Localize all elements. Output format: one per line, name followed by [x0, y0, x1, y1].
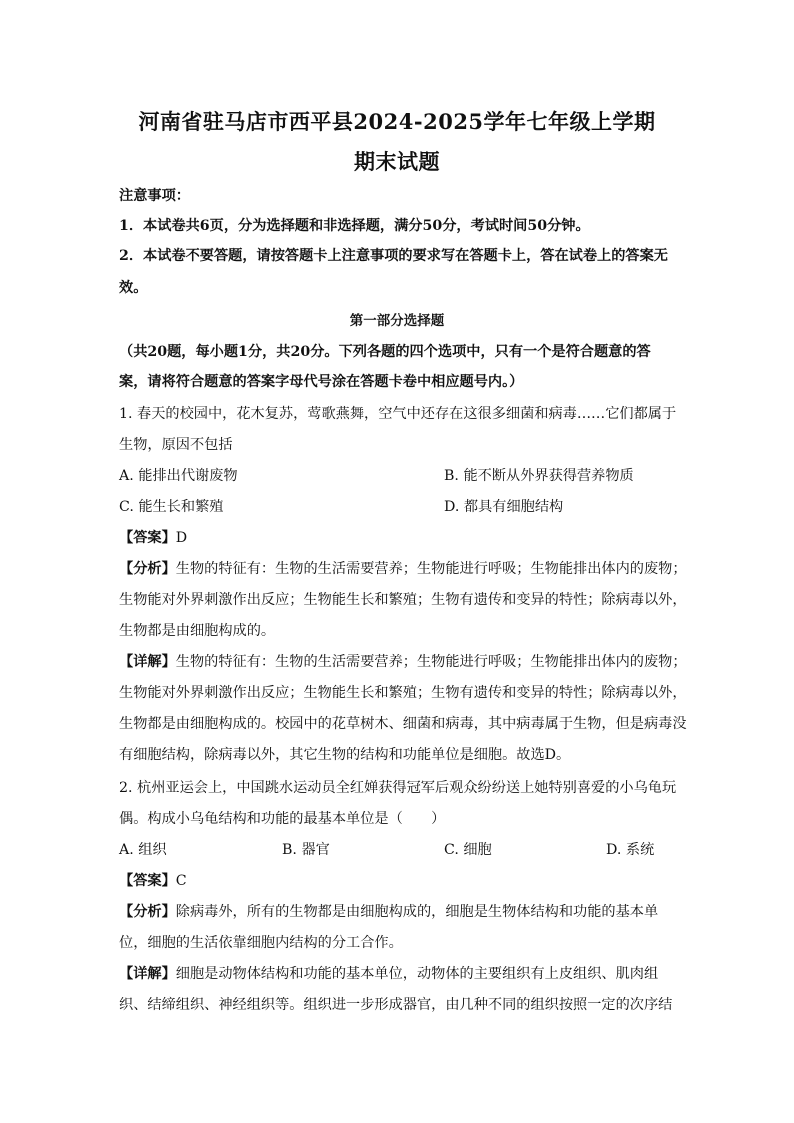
q1-stem-line2: 生物，原因不包括 [119, 437, 233, 453]
q2-answer-tag: 【答案】 [119, 873, 176, 889]
q1-option-a: A. 能排出代谢废物 [119, 468, 238, 484]
q1-analysis-line1 [119, 559, 687, 579]
exam-title-line2: 期末试题 [354, 149, 440, 174]
q2-option-c: C. 细胞 [444, 842, 492, 858]
q2-detail-tag: 【详解】 [119, 966, 176, 982]
q2-analysis-tag: 【分析】 [119, 904, 176, 920]
q1-answer-tag: 【答案】 [119, 530, 176, 546]
notice-heading: 注意事项： [119, 188, 190, 204]
q1-detail-line4: 有细胞结构，除病毒以外，其它生物的结构和功能单位是细胞。故选D。 [119, 747, 571, 763]
q2-detail-text-1: 细胞是动物体结构和功能的基本单位，动物体的主要组织有上皮组织、肌肉组 [175, 966, 659, 982]
q2-stem-line2: 偶。构成小乌龟结构和功能的最基本单位是（ ） [119, 811, 446, 827]
q2-answer [119, 871, 679, 891]
section-instruction-line2: 案，请将符合题意的答案字母代号涂在答题卡卷中相应题号内。） [119, 374, 524, 390]
q2-option-b: B. 器官 [282, 842, 330, 858]
q1-answer-value: D [175, 530, 188, 546]
q1-detail-line1 [119, 652, 687, 672]
q1-analysis-text-1: 生物的特征有：生物的生活需要营养；生物能进行呼吸；生物能排出体内的废物； [175, 561, 687, 577]
q2-option-a: A. 组织 [119, 842, 167, 858]
section-title: 第一部分选择题 [349, 313, 445, 329]
q2-analysis-line1 [119, 902, 679, 922]
notice-item-2-line2: 效。 [119, 280, 148, 296]
q2-detail-line1 [119, 964, 679, 984]
section-instruction-line1: （共20题，每小题1分，共20分。下列各题的四个选项中，只有一个是符合题意的答 [119, 344, 651, 360]
q1-detail-tag: 【详解】 [119, 654, 176, 670]
exam-title-line1: 河南省驻马店市西平县2024-2025学年七年级上学期 [138, 109, 656, 134]
q1-detail-text-1: 生物的特征有：生物的生活需要营养；生物能进行呼吸；生物能排出体内的废物； [175, 654, 687, 670]
q2-answer-value: C [175, 873, 187, 889]
notice-item-1: 1．本试卷共6页，分为选择题和非选择题，满分50分，考试时间50分钟。 [119, 218, 590, 234]
q1-option-d: D. 都具有细胞结构 [444, 499, 564, 515]
q2-option-d: D. 系统 [606, 842, 655, 858]
q1-answer [119, 528, 679, 548]
q1-option-c: C. 能生长和繁殖 [119, 499, 224, 515]
q1-analysis-tag: 【分析】 [119, 561, 176, 577]
q2-analysis-text-1: 除病毒外，所有的生物都是由细胞构成的，细胞是生物体结构和功能的基本单 [175, 904, 659, 920]
q1-analysis-line2: 生物能对外界刺激作出反应；生物能生长和繁殖；生物有遗传和变异的特性；除病毒以外， [119, 592, 687, 608]
q1-option-b: B. 能不断从外界获得营养物质 [444, 468, 634, 484]
q1-detail-line2: 生物能对外界刺激作出反应；生物能生长和繁殖；生物有遗传和变异的特性；除病毒以外， [119, 685, 687, 701]
q1-detail-line3: 生物都是由细胞构成的。校园中的花草树木、细菌和病毒，其中病毒属于生物，但是病毒没 [119, 716, 687, 732]
q1-stem-line1: 1. 春天的校园中，花木复苏，莺歌燕舞，空气中还存在这很多细菌和病毒……它们都属于 [119, 406, 677, 422]
q2-analysis-line2: 位，细胞的生活依靠细胞内结构的分工合作。 [119, 935, 403, 951]
notice-item-2-line1: 2．本试卷不要答题，请按答题卡上注意事项的要求写在答题卡上，答在试卷上的答案无 [119, 248, 668, 264]
q2-detail-line2: 织、结缔组织、神经组织等。组织进一步形成器官，由几种不同的组织按照一定的次序结 [119, 997, 673, 1013]
q2-stem-line1: 2. 杭州亚运会上，中国跳水运动员全红婵获得冠军后观众纷纷送上她特别喜爱的小乌龟玩 [119, 780, 677, 796]
q1-analysis-line3: 生物都是由细胞构成的。 [119, 623, 276, 639]
